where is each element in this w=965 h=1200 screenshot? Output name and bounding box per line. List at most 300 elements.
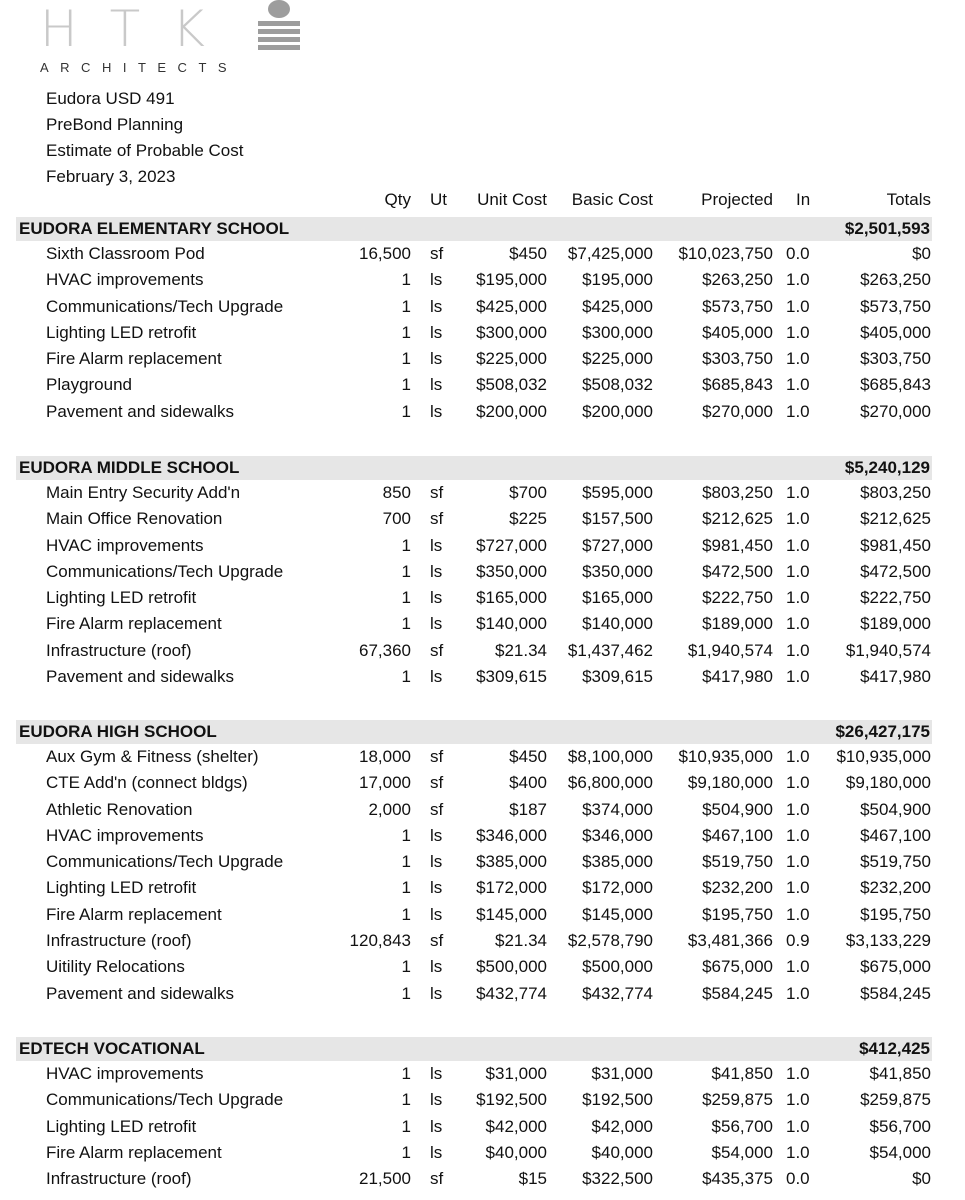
table-row [0,267,965,293]
unit: sf [430,483,444,502]
projected-cost: $41,850 [711,1064,773,1083]
in-factor: 1.0 [786,1142,810,1162]
section-total: $26,427,175 [835,722,930,741]
section-title: EDTECH VOCATIONAL [19,1039,205,1058]
table-row [0,849,965,875]
quantity: 1 [401,852,411,872]
in-factor: 1.0 [786,773,810,793]
unit: ls [430,270,443,290]
table-row [0,823,965,849]
in-factor: 1.0 [786,614,810,634]
projected-cost: $212,625 [702,509,773,529]
projected-cost: $1,940,574 [687,640,773,660]
unit: sf [430,931,444,951]
in-factor: 1.0 [786,852,810,872]
section-0 [0,217,965,425]
unit: sf [430,747,444,766]
unit-cost: $727,000 [476,535,547,555]
in-factor: 1.0 [786,983,810,1003]
in-factor: 1.0 [786,270,810,290]
header-totals: Totals [886,190,931,209]
projected-cost: $56,700 [711,1116,773,1136]
projected-cost: $519,750 [702,852,773,872]
section-total: $2,501,593 [844,219,930,238]
item-name: Lighting LED retrofit [46,1116,197,1136]
in-factor: 1.0 [786,401,810,421]
total: $270,000 [860,401,931,421]
quantity: 1 [401,1142,411,1162]
table-row [0,744,965,770]
table-row [0,1114,965,1140]
district-name: Eudora USD 491 [46,89,175,108]
in-factor: 1.0 [786,349,810,369]
table-row [0,638,965,664]
total: $303,750 [860,349,931,369]
unit-cost: $21.34 [495,640,547,660]
basic-cost: $309,615 [582,667,653,687]
table-row [0,1140,965,1166]
item-name: Communications/Tech Upgrade [46,1090,284,1110]
section-title: EUDORA MIDDLE SCHOOL [19,458,240,477]
unit-cost: $195,000 [476,270,547,290]
table-row [0,585,965,611]
unit-cost: $425,000 [476,296,547,316]
item-name: CTE Add'n (connect bldgs) [46,773,248,793]
basic-cost: $385,000 [582,852,653,872]
table-row [0,399,965,425]
projected-cost: $9,180,000 [687,773,773,793]
item-name: Lighting LED retrofit [46,878,197,898]
quantity: 1 [401,1064,411,1083]
section-title: EUDORA ELEMENTARY SCHOOL [19,219,290,238]
item-name: Fire Alarm replacement [46,1142,222,1162]
table-row [0,981,965,1007]
unit-cost: $385,000 [476,852,547,872]
table-row [0,506,965,532]
section-1 [0,456,965,690]
in-factor: 1.0 [786,878,810,898]
total: $189,000 [860,614,931,634]
total: $212,625 [860,509,931,529]
item-name: Communications/Tech Upgrade [46,561,284,581]
column-headers [0,190,965,216]
item-name: Lighting LED retrofit [46,588,197,608]
total: $3,133,229 [845,931,931,951]
projected-cost: $270,000 [702,401,773,421]
total: $584,245 [860,983,931,1003]
basic-cost: $500,000 [582,957,653,977]
item-name: Uitility Relocations [46,957,185,977]
basic-cost: $727,000 [582,535,653,555]
table-row [0,664,965,690]
in-factor: 1.0 [786,535,810,555]
logo-subtitle: ARCHITECTS [40,60,239,75]
item-name: Playground [46,375,133,395]
unit-cost: $500,000 [476,957,547,977]
total: $222,750 [860,588,931,608]
table-row [0,372,965,398]
basic-cost: $31,000 [591,1064,653,1083]
projected-cost: $232,200 [702,878,773,898]
table-row [0,241,965,267]
header-qty: Qty [384,190,411,209]
total: $0 [912,1169,931,1189]
table-row [0,559,965,585]
table-row [0,770,965,796]
basic-cost: $350,000 [582,561,653,581]
table-row [0,611,965,637]
projected-cost: $189,000 [702,614,773,634]
projected-cost: $467,100 [702,825,773,845]
quantity: 700 [382,509,411,529]
in-factor: 1.0 [786,747,810,766]
unit-cost: $165,000 [476,588,547,608]
quantity: 1 [401,957,411,977]
total: $259,875 [860,1090,931,1110]
unit-cost: $700 [509,483,547,502]
document-date: February 3, 2023 [46,167,176,186]
basic-cost: $508,032 [582,375,653,395]
item-name: Communications/Tech Upgrade [46,296,284,316]
table-row [0,928,965,954]
projected-cost: $584,245 [702,983,773,1003]
unit-cost: $400 [509,773,547,793]
quantity: 1 [401,1090,411,1110]
quantity: 2,000 [368,799,411,819]
item-name: Sixth Classroom Pod [46,244,205,263]
in-factor: 1.0 [786,957,810,977]
item-name: HVAC improvements [46,270,204,290]
unit: sf [430,773,444,793]
unit-cost: $140,000 [476,614,547,634]
quantity: 120,843 [349,931,411,951]
total: $472,500 [860,561,931,581]
projected-cost: $259,875 [702,1090,773,1110]
total: $685,843 [860,375,931,395]
basic-cost: $425,000 [582,296,653,316]
item-name: HVAC improvements [46,535,204,555]
basic-cost: $6,800,000 [567,773,653,793]
unit: ls [430,825,443,845]
total: $573,750 [860,296,931,316]
unit-cost: $31,000 [485,1064,547,1083]
table-row [0,902,965,928]
unit: ls [430,1116,443,1136]
header-basic-cost: Basic Cost [571,190,653,209]
document-meta [46,86,243,190]
in-factor: 0.0 [786,1169,810,1189]
basic-cost: $145,000 [582,904,653,924]
in-factor: 1.0 [786,799,810,819]
unit: sf [430,244,444,263]
unit: ls [430,561,443,581]
basic-cost: $200,000 [582,401,653,421]
projected-cost: $10,023,750 [678,244,773,263]
item-name: Communications/Tech Upgrade [46,852,284,872]
total: $405,000 [860,322,931,342]
projected-cost: $405,000 [702,322,773,342]
quantity: 21,500 [359,1169,411,1189]
projected-cost: $573,750 [702,296,773,316]
projected-cost: $685,843 [702,375,773,395]
unit: ls [430,983,443,1003]
basic-cost: $8,100,000 [567,747,653,766]
quantity: 17,000 [359,773,411,793]
quantity: 1 [401,904,411,924]
table-row [0,320,965,346]
quantity: 1 [401,588,411,608]
quantity: 1 [401,535,411,555]
projected-cost: $504,900 [702,799,773,819]
unit: ls [430,1090,443,1110]
total: $1,940,574 [845,640,931,660]
unit: ls [430,401,443,421]
unit-cost: $450 [509,244,547,263]
unit: ls [430,588,443,608]
quantity: 1 [401,349,411,369]
in-factor: 1.0 [786,1064,810,1083]
quantity: 67,360 [359,640,411,660]
unit-cost: $145,000 [476,904,547,924]
quantity: 1 [401,667,411,687]
projected-cost: $803,250 [702,483,773,502]
unit-cost: $21.34 [495,931,547,951]
total: $981,450 [860,535,931,555]
projected-cost: $3,481,366 [687,931,773,951]
total: $195,750 [860,904,931,924]
unit-cost: $309,615 [476,667,547,687]
quantity: 850 [382,483,411,502]
in-factor: 1.0 [786,322,810,342]
item-name: Infrastructure (roof) [46,640,192,660]
section-header [16,217,932,241]
total: $0 [912,244,931,263]
total: $803,250 [860,483,931,502]
projected-cost: $435,375 [702,1169,773,1189]
item-name: HVAC improvements [46,825,204,845]
section-total: $412,425 [859,1039,930,1058]
unit: ls [430,1142,443,1162]
in-factor: 1.0 [786,588,810,608]
quantity: 1 [401,878,411,898]
in-factor: 1.0 [786,509,810,529]
in-factor: 1.0 [786,640,810,660]
section-header [16,1037,932,1061]
projected-cost: $54,000 [711,1142,773,1162]
section-header [16,720,932,744]
total: $56,700 [869,1116,931,1136]
projected-cost: $981,450 [702,535,773,555]
unit: sf [430,799,444,819]
projected-cost: $195,750 [702,904,773,924]
item-name: Fire Alarm replacement [46,614,222,634]
unit: ls [430,322,443,342]
unit: ls [430,614,443,634]
header-ut: Ut [430,190,447,209]
unit: ls [430,296,443,316]
unit-cost: $225 [509,509,547,529]
unit: ls [430,852,443,872]
table-row [0,294,965,320]
unit: ls [430,1064,443,1083]
document-title: Estimate of Probable Cost [46,141,244,160]
in-factor: 1.0 [786,904,810,924]
section-title: EUDORA HIGH SCHOOL [19,722,217,741]
unit-cost: $187 [509,799,547,819]
section-3 [0,1037,965,1192]
quantity: 1 [401,296,411,316]
basic-cost: $432,774 [582,983,653,1003]
planning-phase: PreBond Planning [46,115,184,134]
unit-cost: $15 [518,1169,547,1189]
basic-cost: $595,000 [582,483,653,502]
item-name: Pavement and sidewalks [46,401,235,421]
projected-cost: $675,000 [702,957,773,977]
in-factor: 1.0 [786,667,810,687]
basic-cost: $374,000 [582,799,653,819]
unit: ls [430,667,443,687]
unit-cost: $225,000 [476,349,547,369]
unit-cost: $350,000 [476,561,547,581]
quantity: 1 [401,322,411,342]
total: $675,000 [860,957,931,977]
basic-cost: $140,000 [582,614,653,634]
unit-cost: $450 [509,747,547,766]
basic-cost: $7,425,000 [567,244,653,263]
in-factor: 1.0 [786,561,810,581]
basic-cost: $346,000 [582,825,653,845]
table-row [0,1061,965,1087]
basic-cost: $225,000 [582,349,653,369]
item-name: Athletic Renovation [46,799,193,819]
section-2 [0,720,965,1007]
unit-cost: $42,000 [485,1116,547,1136]
header-in: In [796,190,811,209]
basic-cost: $172,000 [582,878,653,898]
item-name: Aux Gym & Fitness (shelter) [46,747,259,766]
table-row [0,1087,965,1113]
in-factor: 1.0 [786,1090,810,1110]
unit-cost: $508,032 [476,375,547,395]
unit-cost: $172,000 [476,878,547,898]
basic-cost: $1,437,462 [567,640,653,660]
basic-cost: $195,000 [582,270,653,290]
unit: ls [430,375,443,395]
total: $41,850 [869,1064,931,1083]
basic-cost: $40,000 [591,1142,653,1162]
unit-cost: $300,000 [476,322,547,342]
in-factor: 1.0 [786,375,810,395]
quantity: 1 [401,401,411,421]
unit: ls [430,535,443,555]
table-row [0,480,965,506]
quantity: 18,000 [359,747,411,766]
in-factor: 1.0 [786,1116,810,1136]
unit-cost: $40,000 [485,1142,547,1162]
total: $417,980 [860,667,931,687]
table-row [0,533,965,559]
total: $467,100 [860,825,931,845]
unit: ls [430,904,443,924]
table-row [0,875,965,901]
header-projected: Projected [701,190,773,209]
unit: ls [430,349,443,369]
unit: sf [430,509,444,529]
header-unit-cost: Unit Cost [477,190,547,209]
item-name: Pavement and sidewalks [46,667,235,687]
quantity: 1 [401,983,411,1003]
logo-letters: HTK [40,0,237,58]
projected-cost: $222,750 [702,588,773,608]
quantity: 1 [401,614,411,634]
projected-cost: $303,750 [702,349,773,369]
section-header [16,456,932,480]
total: $232,200 [860,878,931,898]
total: $9,180,000 [845,773,931,793]
item-name: Pavement and sidewalks [46,983,235,1003]
item-name: Infrastructure (roof) [46,1169,192,1189]
basic-cost: $322,500 [582,1169,653,1189]
total: $54,000 [869,1142,931,1162]
item-name: Lighting LED retrofit [46,322,197,342]
basic-cost: $165,000 [582,588,653,608]
in-factor: 1.0 [786,825,810,845]
table-row [0,1166,965,1192]
unit-cost: $346,000 [476,825,547,845]
item-name: HVAC improvements [46,1064,204,1083]
item-name: Fire Alarm replacement [46,349,222,369]
unit: sf [430,1169,444,1189]
item-name: Main Entry Security Add'n [46,483,241,502]
unit: ls [430,878,443,898]
total: $263,250 [860,270,931,290]
quantity: 1 [401,561,411,581]
unit-cost: $192,500 [476,1090,547,1110]
quantity: 1 [401,270,411,290]
projected-cost: $472,500 [702,561,773,581]
item-name: Main Office Renovation [46,509,223,529]
logo-mark-icon [258,0,300,52]
in-factor: 0.0 [786,244,810,263]
unit-cost: $432,774 [476,983,547,1003]
projected-cost: $263,250 [702,270,773,290]
item-name: Infrastructure (roof) [46,931,192,951]
basic-cost: $2,578,790 [567,931,653,951]
in-factor: 0.9 [786,931,810,951]
table-row [0,954,965,980]
total: $519,750 [860,852,931,872]
quantity: 1 [401,375,411,395]
item-name: Fire Alarm replacement [46,904,222,924]
quantity: 1 [401,825,411,845]
basic-cost: $157,500 [582,509,653,529]
projected-cost: $417,980 [702,667,773,687]
unit: sf [430,640,444,660]
in-factor: 1.0 [786,296,810,316]
in-factor: 1.0 [786,483,810,502]
quantity: 1 [401,1116,411,1136]
basic-cost: $192,500 [582,1090,653,1110]
total: $504,900 [860,799,931,819]
table-row [0,346,965,372]
projected-cost: $10,935,000 [678,747,773,766]
quantity: 16,500 [359,244,411,263]
unit: ls [430,957,443,977]
total: $10,935,000 [836,747,931,766]
unit-cost: $200,000 [476,401,547,421]
basic-cost: $42,000 [591,1116,653,1136]
section-total: $5,240,129 [844,458,930,477]
